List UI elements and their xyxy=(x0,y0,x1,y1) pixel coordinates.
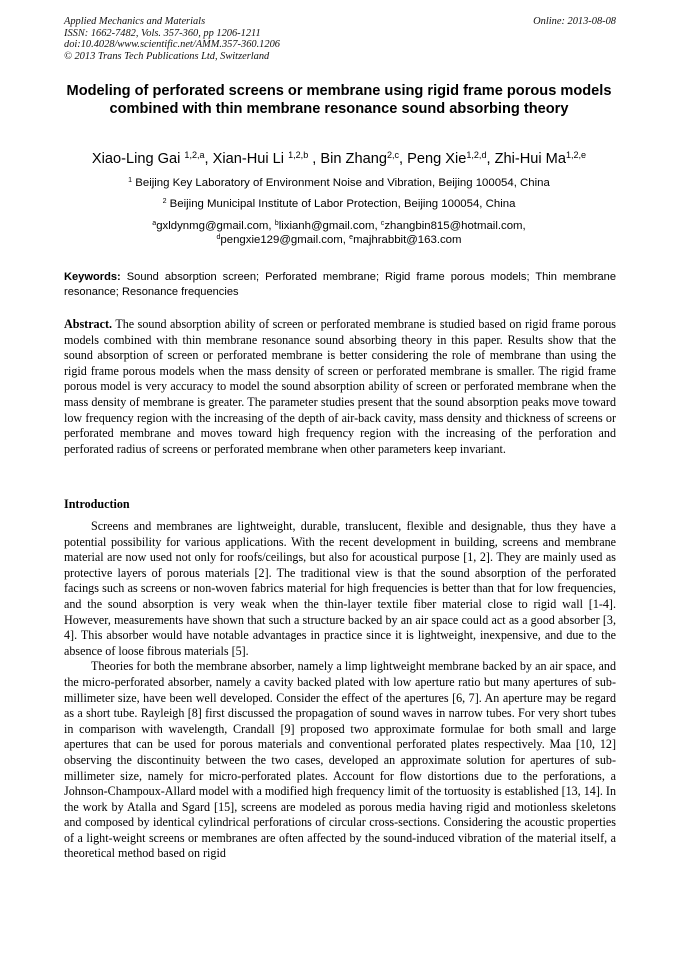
author-affiliation-mark: 1,2,b xyxy=(288,150,309,161)
intro-paragraph: Theories for both the membrane absorber, namely a limp lightweight membrane backed by an air space, and the micro-perforated absorber, namely a cavity backed plated with low aperture ratio but many apertures of sub-millimeter size, have been well developed. Consider the effect of the apertures [6, 7]. An aperture may be regard as a short tube. Rayleigh [8] first discussed the propagation of sound waves in narrow tubes. For very short tubes in comparison with wavelength, Crandall [9] proposed two approximate formulae for both small and large apertures that can be used for porous materials and conventional perforated plates respectively. Maa [10, 12] observing the discontinuity between the two cases, developed an approximate solution for apertures of sub-millimeter size, namely for micro-perforated plates. Account for flow distortions due to the perforations, a Johnson-Champoux-Allard model with a modified high frequency limit of the tortuosity is established [13, 14]. In the work by Atalla and Sgard [15], screens are modeled as porous media having rigid and motionless skeletons and composed by identical cylindrical perforations of circular cross-sections. Considering the acoustic properties of a light-weight screens or membranes are often affected by the sound-induced vibration of the material itself, a theoretical method based on rigid xyxy=(64,659,616,861)
online-date: Online: 2013-08-08 xyxy=(533,16,616,27)
email-address: pengxie129@gmail.com xyxy=(220,234,343,246)
email-address: majhrabbit@163.com xyxy=(353,234,462,246)
email-mark: e xyxy=(349,234,354,242)
keywords-text: Sound absorption screen; Perforated membrane; Rigid frame porous models; Thin membrane resonance; Resonance frequencies xyxy=(64,271,616,298)
journal-header xyxy=(64,16,616,62)
abstract-label: Abstract. xyxy=(64,317,113,331)
email-mark: a xyxy=(152,220,157,228)
introduction-body xyxy=(64,519,616,862)
keywords-label: Keywords: xyxy=(64,271,121,283)
affiliation-text: Beijing Key Laboratory of Environment Noise and Vibration, Beijing 100054, China xyxy=(135,177,550,189)
author-name: Xiao-Ling Gai xyxy=(91,151,181,167)
affiliation-mark: 2 xyxy=(162,198,167,206)
abstract-block xyxy=(64,317,616,457)
affiliation-text: Beijing Municipal Institute of Labor Protection, Beijing 100054, China xyxy=(169,198,516,210)
section-heading-introduction: Introduction xyxy=(64,497,130,511)
author-affiliation-mark: 1,2,e xyxy=(565,150,587,161)
email-mark: b xyxy=(274,220,279,228)
affiliation-mark: 1 xyxy=(128,177,133,185)
intro-paragraph: Screens and membranes are lightweight, durable, translucent, flexible and designable, thus they have a potential possibility for various applications. With the recent development in building, screens and membrane material are now used not only for roofs/ceilings, but also for acoustical purpose [1, 2]. They are mainly used as protective layers of porous materials [2]. The traditional view is that the sound absorption of the perforated facings such as screens or non-woven fabrics material for high frequencies is better than that for low frequencies, and the sound absorption is very weak when the thin-layer textile fiber material close to rigid wall [1-4]. However, measurements have shown that such a structure backed by an air space could act as a good absorber [3, 4]. This absorber would have notable advantages in practice since it is lightweight, inexpensive, and due to the absence of loose fibrous materials [5]. xyxy=(64,519,616,658)
journal-name: Applied Mechanics and Materials xyxy=(64,16,206,27)
email-mark: d xyxy=(216,234,221,242)
email-mark: c xyxy=(380,220,385,228)
author-affiliation-mark: 2,c xyxy=(386,150,400,161)
author-name: Zhi-Hui Ma xyxy=(494,151,566,167)
paper-title: Modeling of perforated screens or membrane using rigid frame porous models combined with thin membrane resonance sound absorbing theory xyxy=(66,83,612,117)
affiliation-1 xyxy=(40,177,638,189)
author-affiliation-mark: 1,2,d xyxy=(466,150,487,161)
author-emails: $^a$gxldynmg@gmail.com, $^b$lixianh@gmail.com, $^c$zhangbin815@hotmail.com, $^d$pengxie129@gmail.com, $^e$majhrabbit@163.com xyxy=(152,220,526,246)
affiliation-2 xyxy=(40,198,638,210)
doi-line: doi:10.4028/www.scientific.net/AMM.357-360.1206 xyxy=(64,39,280,50)
email-address: gxldynmg@gmail.com xyxy=(156,220,269,232)
author-list: Xiao-Ling Gai $^{1,2,a}$, Xian-Hui Li $^{1,2,b}$ , Bin Zhang$^{2,c}$, Peng Xie$^{1,2,d}$, Zhi-Hui Ma$^{1,2,e}$ xyxy=(91,150,587,167)
email-address: zhangbin815@hotmail.com xyxy=(384,220,523,232)
author-name: Xian-Hui Li xyxy=(212,151,285,167)
issn-line: ISSN: 1662-7482, Vols. 357-360, pp 1206-1211 xyxy=(64,27,261,39)
abstract-text: The sound absorption ability of screen or perforated membrane is studied based on rigid frame porous models combined with thin membrane resonance sound absorbing theory in this paper. Results show that the sound absorption of screen or perforated membrane is better considering the role of membrane than using the rigid frame porous models when the mass density of screen or perforated membrane is smaller. The rigid frame porous model is very accuracy to model the sound absorption ability of screen or perforated membrane when the mass density of membrane is greater. The parameter studies present that the sound absorption peaks move toward low frequency region with the increasing of the depth of air-back cavity, mass density and thickness of screens or perforated membrane and moves toward high frequency region with the increasing of the perforation and perforated radius of screens or perforated membrane when other parameters keep invariant. xyxy=(64,317,616,456)
email-address: lixianh@gmail.com xyxy=(278,220,375,232)
author-affiliation-mark: 1,2,a xyxy=(184,150,205,161)
copyright-line: © 2013 Trans Tech Publications Ltd, Switzerland xyxy=(64,50,270,62)
author-name: Bin Zhang xyxy=(320,151,387,167)
author-name: Peng Xie xyxy=(407,151,467,167)
keywords-block xyxy=(64,270,616,299)
